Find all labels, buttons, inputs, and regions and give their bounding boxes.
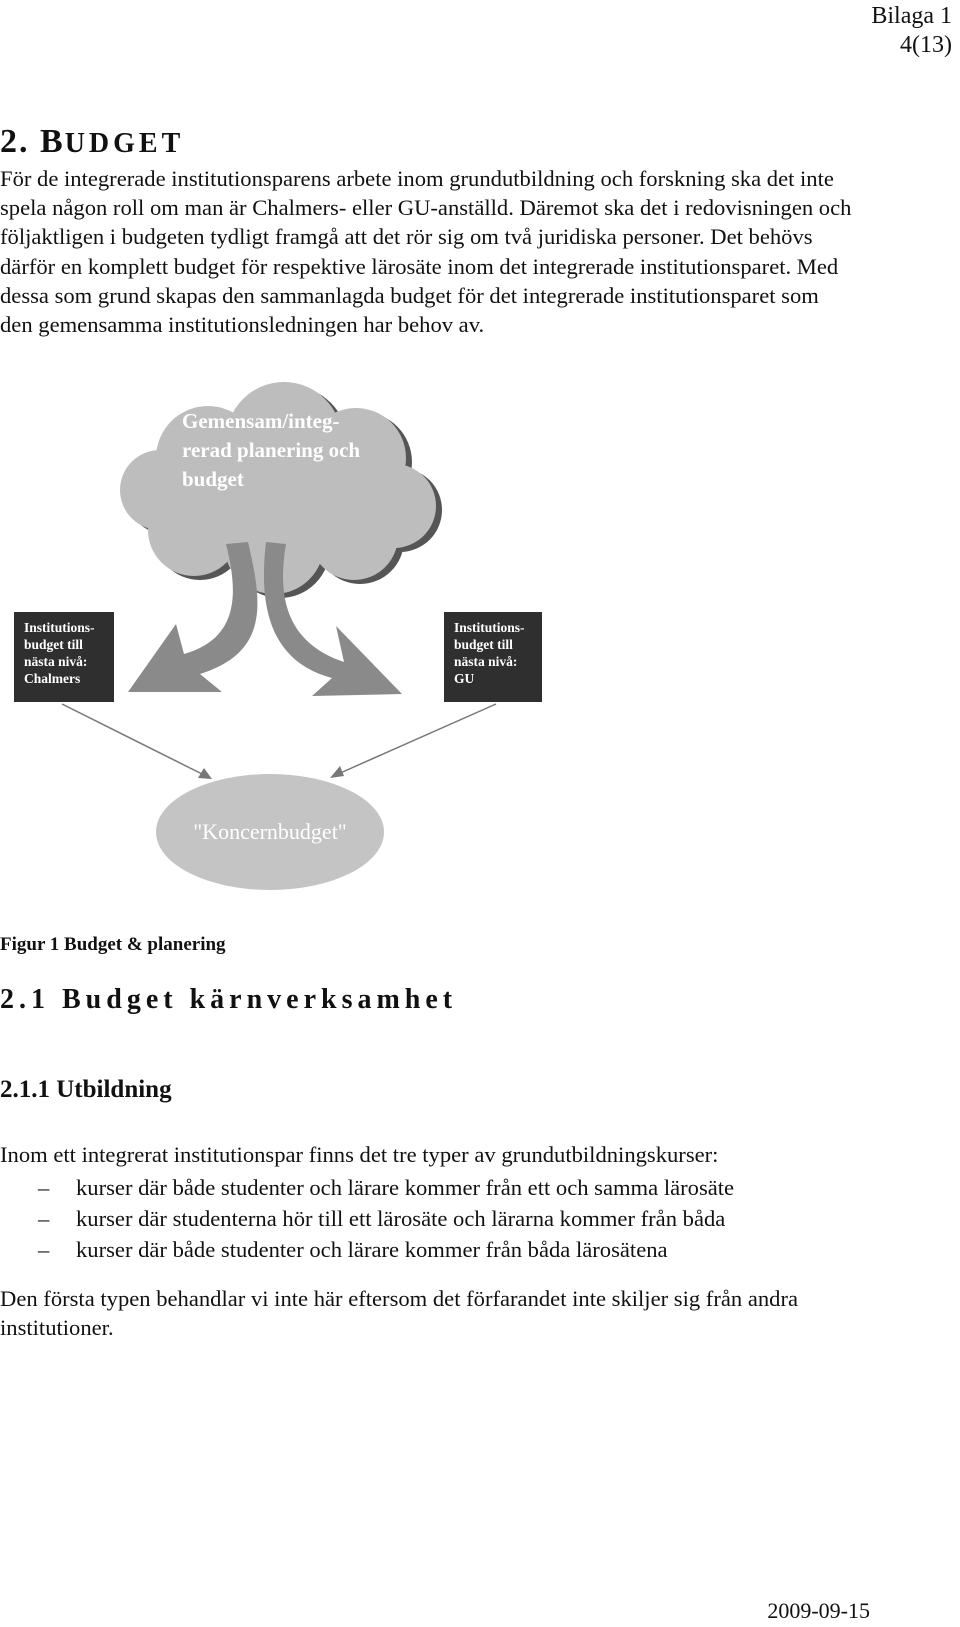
list-item	[0, 1172, 734, 1203]
gu-box-line: GU	[454, 671, 475, 686]
cloud-text-line: rerad planering och	[182, 438, 361, 462]
cloud-text-line: budget	[182, 467, 244, 491]
list-item-text: kurser där både studenter och lärare kommer från ett och samma lärosäte	[76, 1175, 735, 1200]
utbildning-intro: Inom ett integrerat institutionspar finns det tre typer av grundutbildningskurser:	[0, 1142, 719, 1167]
koncernbudget-label: "Koncernbudget"	[193, 819, 347, 844]
bullet-dash: –	[38, 1175, 50, 1200]
right-arrow-line	[338, 704, 496, 774]
list-item	[0, 1234, 734, 1265]
intro-line: spela någon roll om man är Chalmers- eller GU-anställd. Däremot ska det i redovisningen och	[0, 195, 852, 221]
intro-line: den gemensamma institutionsledningen har behov av.	[0, 312, 485, 338]
course-type-list	[0, 1172, 734, 1265]
gu-box-line: budget till	[454, 637, 513, 652]
bullet-dash: –	[38, 1237, 50, 1262]
closing-line: Den första typen behandlar vi inte här eftersom det förfarandet inte skiljer sig från andra	[0, 1286, 798, 1311]
page-number: 4(13)	[900, 32, 952, 58]
left-arrow-line	[62, 704, 206, 776]
page-header	[871, 2, 952, 60]
chalmers-box-line: budget till	[24, 637, 83, 652]
list-item-text: kurser där både studenter och lärare kommer från båda lärosätena	[76, 1237, 668, 1262]
intro-line: För de integrerade institutionsparens arbete inom grundutbildning och forskning ska det inte	[0, 166, 834, 191]
chalmers-box-line: nästa nivå:	[24, 654, 88, 669]
section-number: 2.	[0, 123, 30, 160]
budget-planning-figure	[0, 362, 580, 922]
intro-line: därför en komplett budget för respektive lärosäte inom det integrerade institutionsparet. Med	[0, 253, 839, 279]
closing-paragraph	[0, 1284, 950, 1342]
right-arrow-head	[330, 766, 344, 778]
intro-line: följaktligen i budgeten tydligt framgå att det rör sig om två juridiska personer. Det behövs	[0, 224, 813, 250]
subsubsection-heading: 2.1.1 Utbildning	[0, 1076, 172, 1103]
gu-box-line: nästa nivå:	[454, 654, 518, 669]
section-title-rest: UDGET	[64, 128, 185, 159]
section-title-initial: B	[40, 123, 65, 160]
list-item	[0, 1203, 734, 1234]
intro-paragraph	[0, 164, 950, 339]
figure-caption: Figur 1 Budget & planering	[0, 934, 226, 955]
section-heading	[0, 122, 184, 164]
intro-line: dessa som grund skapas den sammanlagda budget för det integrerade institutionsparet som	[0, 282, 819, 308]
closing-line: institutioner.	[0, 1315, 114, 1341]
subsection-heading: 2.1 Budget kärnverksamhet	[0, 984, 458, 1015]
cloud-text-line: Gemensam/integ-	[182, 409, 340, 433]
chalmers-box-line: Institutions-	[24, 620, 95, 635]
gu-box-line: Institutions-	[454, 620, 525, 635]
list-item-text: kurser där studenterna hör till ett lärosäte och lärarna kommer från båda	[76, 1206, 726, 1231]
chalmers-box-line: Chalmers	[24, 671, 81, 686]
footer-date: 2009-09-15	[767, 1598, 870, 1623]
attachment-label: Bilaga 1	[871, 3, 952, 29]
bullet-dash: –	[38, 1206, 50, 1231]
